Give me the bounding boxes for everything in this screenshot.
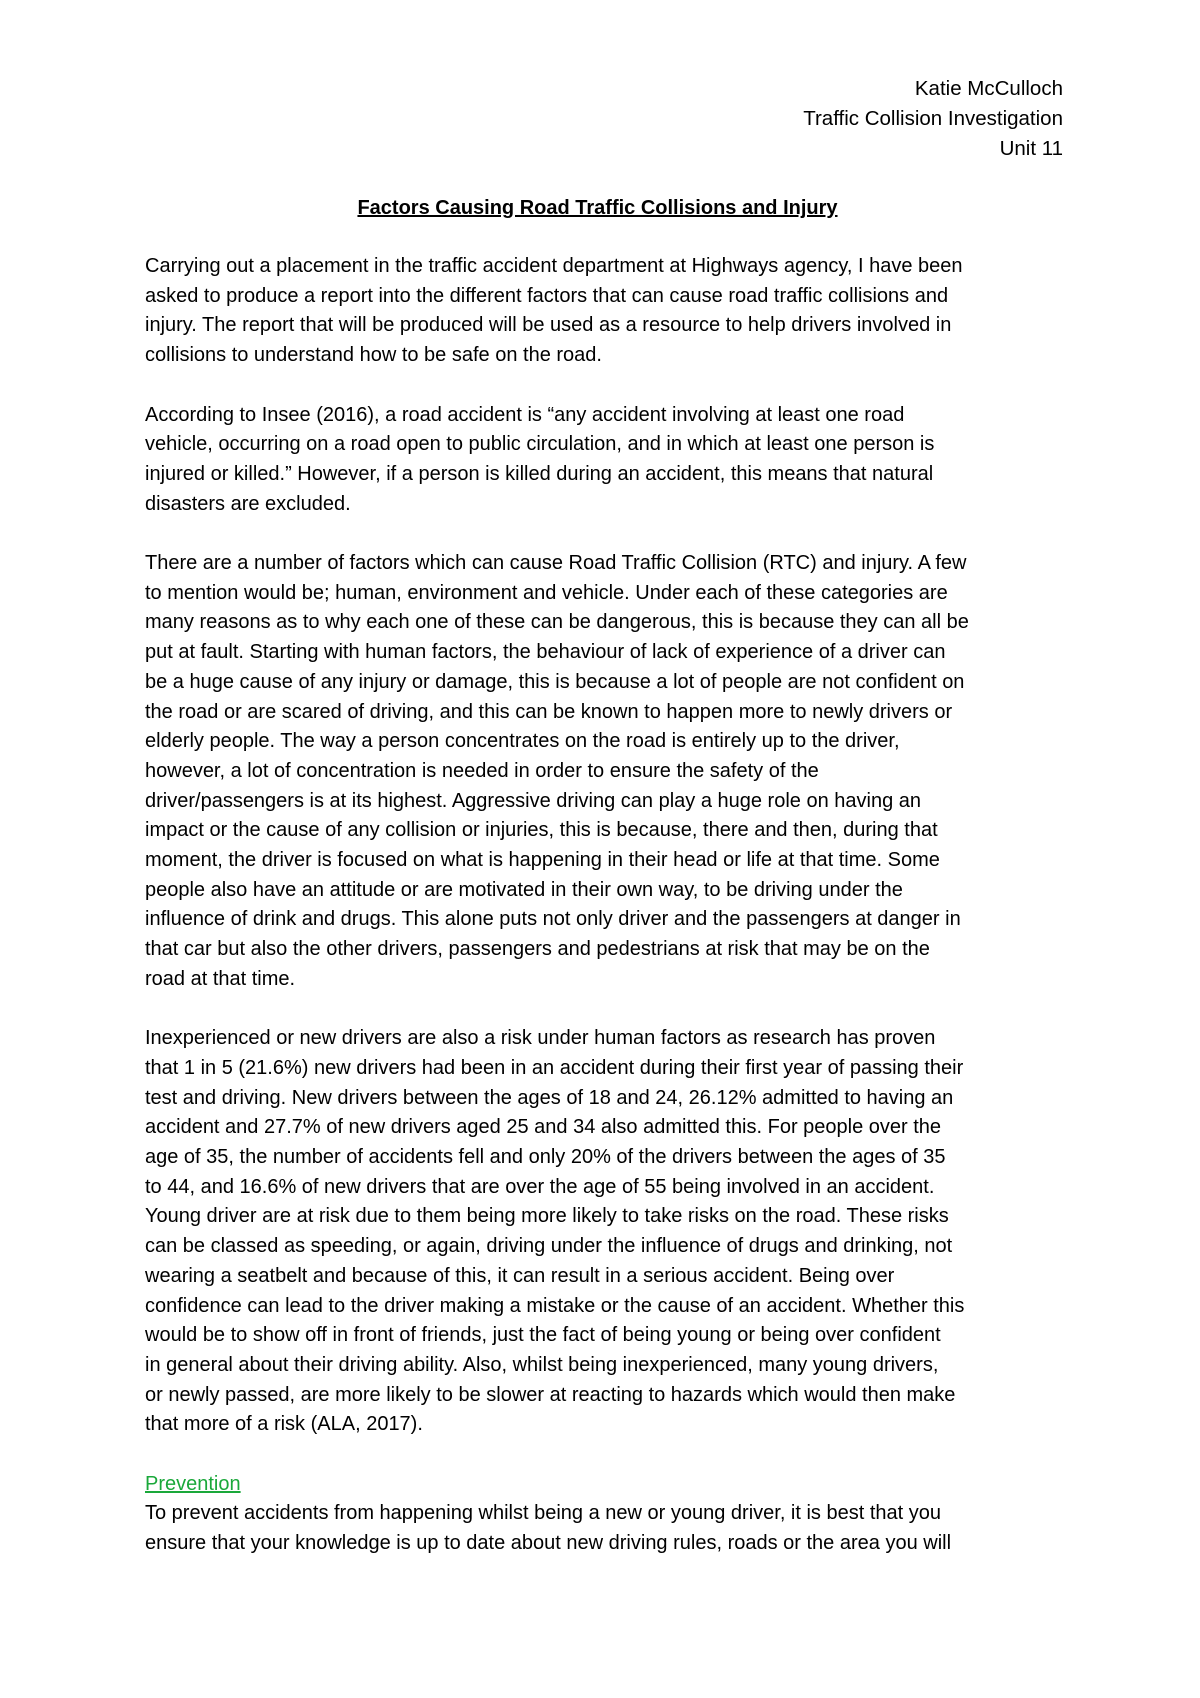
unit-label: Unit 11 (999, 137, 1063, 160)
text-line: be a huge cause of any injury or damage, this is because a lot of people are not confident on (145, 670, 965, 693)
paragraph-new-drivers (145, 1024, 1070, 1440)
document-header (803, 74, 1063, 164)
text-line: Inexperienced or new drivers are also a risk under human factors as research has proven (145, 1027, 936, 1050)
text-line: age of 35, the number of accidents fell and only 20% of the drivers between the ages of 35 (145, 1146, 946, 1169)
document-body (145, 252, 1070, 1559)
text-line: asked to produce a report into the different factors that can cause road traffic collisions and (145, 284, 949, 307)
text-line: accident and 27.7% of new drivers aged 25 and 34 also admitted this. For people over the (145, 1116, 942, 1139)
text-line: can be classed as speeding, or again, driving under the influence of drugs and drinking, not (145, 1235, 953, 1258)
text-line: that more of a risk (ALA, 2017). (145, 1413, 423, 1436)
paragraph-human-factors (145, 549, 1070, 995)
text-line: moment, the driver is focused on what is happening in their head or life at that time. Some (145, 849, 940, 872)
text-line: many reasons as to why each one of these can be dangerous, this is because they can all be (145, 611, 969, 634)
text-line: to 44, and 16.6% of new drivers that are over the age of 55 being involved in an accident. (145, 1175, 935, 1198)
text-line: There are a number of factors which can cause Road Traffic Collision (RTC) and injury. A few (145, 552, 967, 574)
text-line: in general about their driving ability. Also, whilst being inexperienced, many young drivers, (145, 1353, 939, 1376)
paragraph-introduction (145, 252, 1070, 371)
text-line: wearing a seatbelt and because of this, it can result in a serious accident. Being over (145, 1264, 895, 1287)
text-line: test and driving. New drivers between the ages of 18 and 24, 26.12% admitted to having an (145, 1086, 954, 1109)
text-line: that 1 in 5 (21.6%) new drivers had been in an accident during their first year of passing their (145, 1056, 964, 1079)
author-name: Katie McCulloch (914, 77, 1063, 100)
text-line: confidence can lead to the driver making a mistake or the cause of an accident. Whether this (145, 1294, 965, 1317)
text-line: collisions to understand how to be safe on the road. (145, 344, 602, 367)
text-line: driver/passengers is at its highest. Aggressive driving can play a huge role on having an (145, 789, 922, 812)
prevention-heading: Prevention (145, 1472, 241, 1495)
text-line: injury. The report that will be produced will be used as a resource to help drivers involved in (145, 314, 952, 337)
text-line: influence of drink and drugs. This alone puts not only driver and the passengers at danger in (145, 908, 961, 931)
text-line: To prevent accidents from happening whilst being a new or young driver, it is best that you (145, 1502, 942, 1525)
text-line: Young driver are at risk due to them being more likely to take risks on the road. These risks (145, 1205, 949, 1228)
text-line: vehicle, occurring on a road open to public circulation, and in which at least one person is (145, 433, 935, 456)
text-line: elderly people. The way a person concentrates on the road is entirely up to the driver, (145, 730, 900, 753)
text-line: people also have an attitude or are motivated in their own way, to be driving under the (145, 878, 903, 901)
text-line: road at that time. (145, 967, 296, 990)
text-line: impact or the cause of any collision or injuries, this is because, there and then, during that (145, 819, 938, 842)
text-line: the road or are scared of driving, and this can be known to happen more to newly drivers or (145, 700, 953, 723)
text-line: injured or killed.” However, if a person is killed during an accident, this means that natural (145, 462, 934, 485)
section-prevention (145, 1470, 1070, 1559)
course-name: Traffic Collision Investigation (803, 107, 1063, 130)
text-line: or newly passed, are more likely to be slower at reacting to hazards which would then make (145, 1383, 956, 1406)
text-line: Carrying out a placement in the traffic accident department at Highways agency, I have been (145, 255, 963, 277)
text-line: put at fault. Starting with human factors, the behaviour of lack of experience of a driver can (145, 641, 946, 664)
document-title: Factors Causing Road Traffic Collisions and Injury (357, 197, 838, 219)
text-line: that car but also the other drivers, passengers and pedestrians at risk that may be on the (145, 938, 930, 961)
text-line: ensure that your knowledge is up to date about new driving rules, roads or the area you will (145, 1532, 952, 1555)
text-line: however, a lot of concentration is needed in order to ensure the safety of the (145, 759, 819, 782)
text-line: According to Insee (2016), a road accident is “any accident involving at least one road (145, 403, 905, 426)
text-line: would be to show off in front of friends, just the fact of being young or being over confident (145, 1324, 941, 1347)
paragraph-definition (145, 401, 1070, 520)
text-line: to mention would be; human, environment and vehicle. Under each of these categories are (145, 581, 948, 604)
text-line: disasters are excluded. (145, 492, 351, 515)
